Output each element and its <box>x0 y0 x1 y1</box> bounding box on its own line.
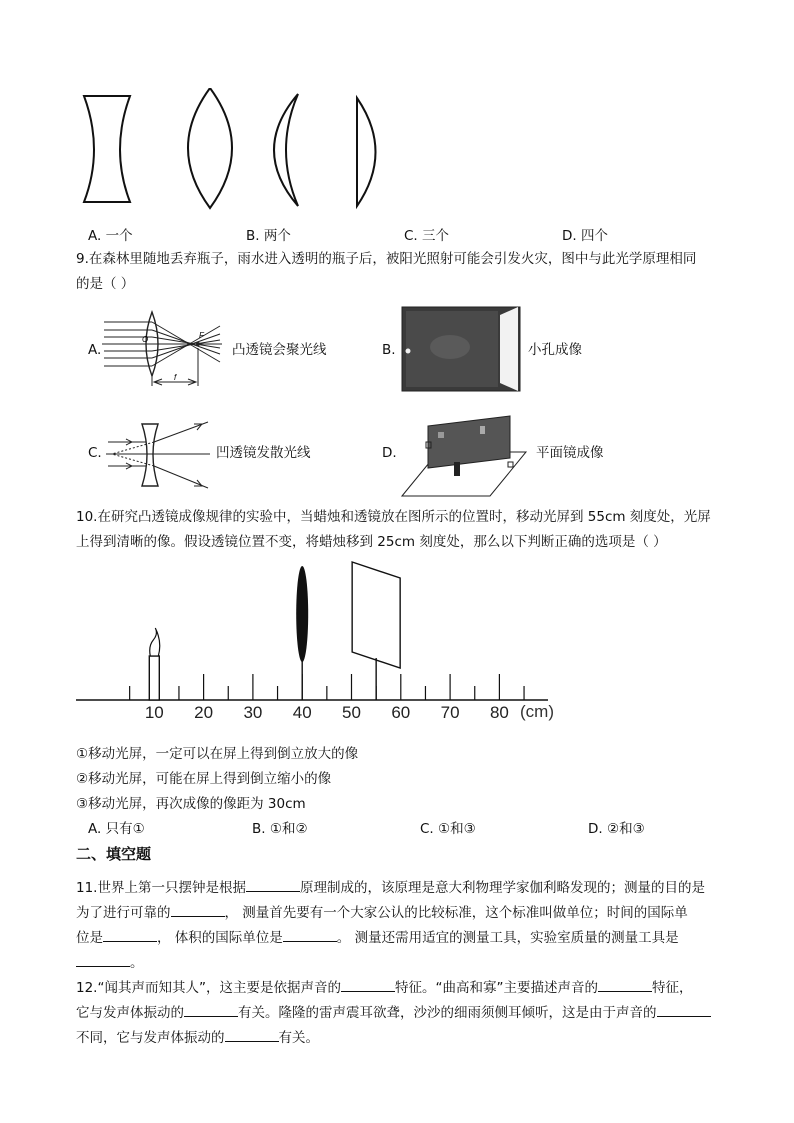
fill-blank[interactable] <box>225 1027 279 1042</box>
q9-stem-line-2: 的是（ ） <box>76 276 135 292</box>
q10-statement-2: ②移动光屏，可能在屏上得到倒立缩小的像 <box>76 771 332 787</box>
fill-blank[interactable] <box>283 927 337 942</box>
fill-blank[interactable] <box>184 1002 238 1017</box>
q8-option-a[interactable]: A. 一个 <box>88 228 133 244</box>
ruler-tick-label: 20 <box>194 703 214 722</box>
focal-point-label: F <box>199 331 204 340</box>
q10-statement-3: ③移动光屏，再次成像的像距为 30cm <box>76 796 306 812</box>
q8-option-b[interactable]: B. 两个 <box>246 228 291 244</box>
fill-blank[interactable] <box>103 927 157 942</box>
plane-mirror-imaging-diagram <box>398 412 530 504</box>
fill-blank[interactable] <box>657 1002 711 1017</box>
q9-option-c-text: 凹透镜发散光线 <box>216 445 311 461</box>
q12-line-3: 不同，它与发声体振动的 有关。 <box>76 1027 319 1048</box>
lens-shapes-figure <box>70 88 390 216</box>
biconcave-lens-shape <box>84 96 130 202</box>
q9-option-d-text: 平面镜成像 <box>536 445 604 461</box>
q12-line-1: 12.“闻其声而知其人”，这主要是依据声音的 特征。“曲高和寡”主要描述声音的 特征， <box>76 977 692 998</box>
fill-blank[interactable] <box>246 877 300 892</box>
q9-option-a-text: 凸透镜会聚光线 <box>232 342 327 358</box>
candle <box>149 628 159 700</box>
focal-length-label: f <box>174 373 177 382</box>
optical-bench-figure <box>70 560 570 728</box>
q9-option-d-letter[interactable]: D. <box>382 445 397 461</box>
q10-option-c[interactable]: C. ①和③ <box>420 821 476 837</box>
q9-option-b-text: 小孔成像 <box>528 342 582 358</box>
ruler-tick-label: 70 <box>440 703 460 722</box>
fill-blank[interactable] <box>171 902 225 917</box>
optical-center-label: O <box>142 335 149 344</box>
q8-option-d[interactable]: D. 四个 <box>562 228 608 244</box>
ruler-tick-label: 50 <box>342 703 361 722</box>
pinhole-imaging-photo <box>400 305 522 393</box>
concave-lens-diverging-diagram <box>102 416 212 494</box>
fill-blank[interactable] <box>76 952 130 967</box>
q11-line-3: 位是 ， 体积的国际单位是 。 测量还需用适宜的测量工具，实验室质量的测量工具是 <box>76 927 679 948</box>
q11-line-1: 11.世界上第一只摆钟是根据 原理制成的，该原理是意大利物理学家伽利略发现的；测量的目的是 <box>76 877 705 898</box>
q10-statement-1: ①移动光屏，一定可以在屏上得到倒立放大的像 <box>76 746 359 762</box>
light-screen <box>352 562 400 700</box>
biconvex-lens-shape <box>188 88 232 208</box>
plano-convex-lens-shape <box>357 98 376 206</box>
q10-stem-line-1: 10.在研究凸透镜成像规律的实验中，当蜡烛和透镜放在图所示的位置时，移动光屏到 55cm 刻度处，光屏 <box>76 509 711 525</box>
ruler-tick-label: 60 <box>391 703 411 722</box>
q10-option-b[interactable]: B. ①和② <box>252 821 308 837</box>
section-title: 二、填空题 <box>76 845 152 863</box>
fill-blank[interactable] <box>598 977 652 992</box>
ruler-tick-label: 10 <box>144 703 164 722</box>
q9-stem-line-1: 9.在森林里随地丢弃瓶子，雨水进入透明的瓶子后，被阳光照射可能会引发火灾，图中与此光学原理相同 <box>76 251 697 267</box>
convex-lens-converging-diagram <box>102 306 226 388</box>
q8-option-c[interactable]: C. 三个 <box>404 228 450 244</box>
q9-option-a-letter[interactable]: A. <box>88 342 102 358</box>
q11-line-2: 为了进行可靠的 ， 测量首先要有一个大家公认的比较标准，这个标准叫做单位；时间的国际单 <box>76 902 688 923</box>
q12-line-2: 它与发声体振动的 有关。隆隆的雷声震耳欲聋，沙沙的细雨须侧耳倾听，这是由于声音的 <box>76 1002 711 1023</box>
ruler-tick-label: 80 <box>489 703 509 722</box>
ruler-tick-label: 40 <box>292 703 312 722</box>
convex-lens <box>296 566 308 700</box>
ruler-tick-label: 30 <box>243 703 263 722</box>
q10-option-a[interactable]: A. 只有① <box>88 821 145 837</box>
q11-line-4: 。 <box>76 952 144 973</box>
fill-blank[interactable] <box>341 977 395 992</box>
q10-stem-line-2: 上得到清晰的像。假设透镜位置不变，将蜡烛移到 25cm 刻度处，那么以下判断正确的选项是（ ） <box>76 534 667 550</box>
q9-option-b-letter[interactable]: B. <box>382 342 396 358</box>
q9-option-c-letter[interactable]: C. <box>88 445 102 461</box>
meniscus-lens-shape <box>274 94 298 206</box>
ruler-unit-label: (cm) <box>520 702 554 721</box>
q10-option-d[interactable]: D. ②和③ <box>588 821 645 837</box>
